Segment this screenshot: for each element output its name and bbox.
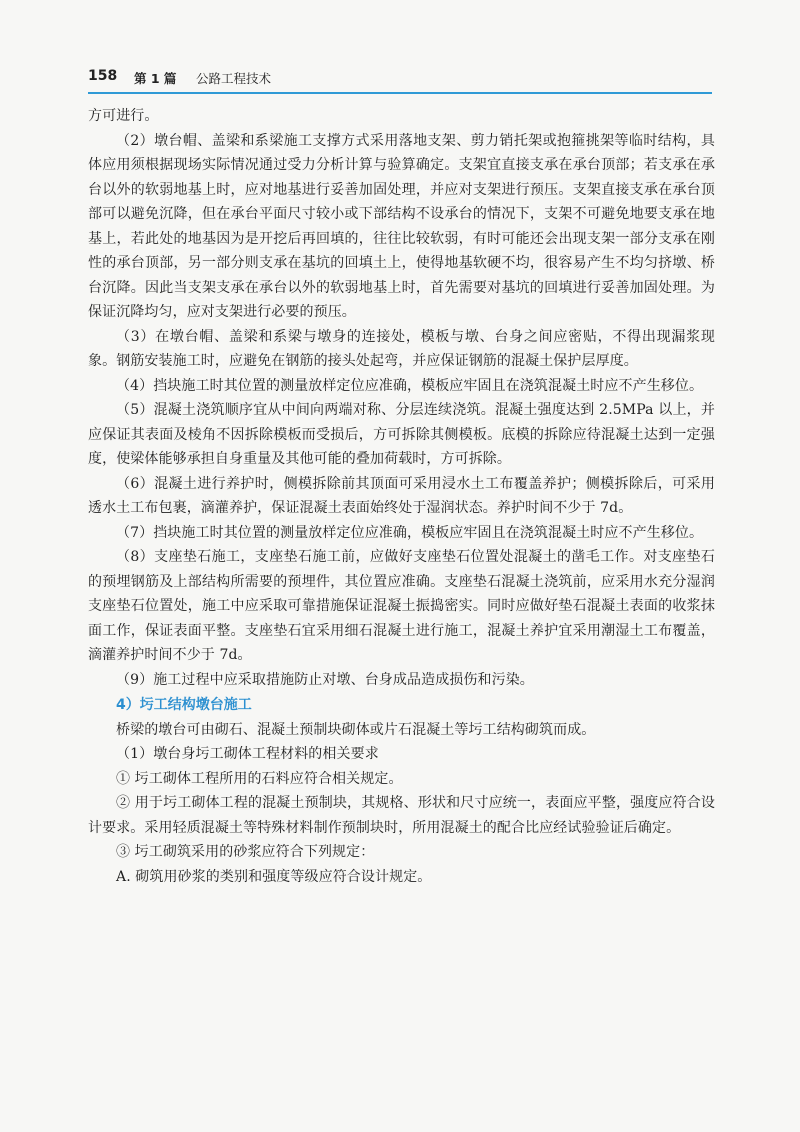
paragraph-item-5: （5）混凝土浇筑顺序宜从中间向两端对称、分层连续浇筑。混凝土强度达到 2.5MPa 以上，并应保证其表面及棱角不因拆除模板而受损后，方可拆除其侧模板。底模的拆除应待混凝土达到一定强度，使梁体能够承担自身重量及其他可能的叠加荷载时，方可拆除。 — [88, 402, 715, 467]
paragraph-item-2: （2）墩台帽、盖梁和系梁施工支撑方式采用落地支架、剪力销托架或抱箍挑架等临时结构，具体应用须根据现场实际情况通过受力分析计算与验算确定。支架宜直接支承在承台顶部；若支承在承台以外的软弱地基上时，应对地基进行妥善加固处理，并应对支架进行预压。支架直接支承在承台顶部可以避免沉降，但在承台平面尺寸较小或下部结构不设承台的情况下，支架不可避免地要支承在地基上，若此处的地基因为是开挖后再回填的，往往比较软弱，有时可能还会出现支架一部分支承在刚性的承台顶部，另一部分则支承在基坑的回填土上，使得地基软硬不均，很容易产生不均匀挤墩、桥台沉降。因此当支架支承在承台以外的软弱地基上时，首先需要对基坑的回填进行妥善加固处理。为保证沉降均匀，应对支架进行必要的预压。 — [88, 132, 715, 320]
list-item-a: A. 砌筑用砂浆的类别和强度等级应符合设计规定。 — [116, 868, 432, 885]
page-number: 158 — [88, 68, 118, 84]
page-header — [88, 66, 712, 94]
part-label: 第 1 篇 — [134, 71, 177, 86]
paragraph-item-8: （8）支座垫石施工，支座垫石施工前，应做好支座垫石位置处混凝土的凿毛工作。对支座垫石的预埋钢筋及上部结构所需要的预埋件，其位置应准确。支座垫石混凝土浇筑前，应采用水充分湿润支座垫石位置处，施工中应采取可靠措施保证混凝土振捣密实。同时应做好垫石混凝土表面的收浆抹面工作，保证表面平整。支座垫石宜采用细石混凝土进行施工，混凝土养护宜采用潮湿土工布覆盖，滴灌养护时间不少于 7d。 — [88, 549, 715, 663]
paragraph-item-3: （3）在墩台帽、盖梁和系梁与墩身的连接处，模板与墩、台身之间应密贴，不得出现漏浆现象。钢筋安装施工时，应避免在钢筋的接头处起弯，并应保证钢筋的混凝土保护层厚度。 — [88, 328, 715, 369]
page-body — [88, 104, 715, 889]
list-item-3: ③ 圬工砌筑采用的砂浆应符合下列规定： — [116, 844, 375, 860]
list-item-2: ② 用于圬工砌体工程的混凝土预制块，其规格、形状和尺寸应统一，表面应平整，强度应符合设计要求。采用轻质混凝土等特殊材料制作预制块时，所用混凝土的配合比应经试验验证后确定。 — [88, 795, 715, 836]
paragraph-item-6: （6）混凝土进行养护时，侧模拆除前其顶面可采用浸水土工布覆盖养护；侧模拆除后，可采用透水土工布包裹，滴灌养护，保证混凝土表面始终处于湿润状态。养护时间不少于 7d。 — [88, 475, 715, 516]
section-heading: 4）圬工结构墩台施工 — [116, 697, 252, 713]
paragraph-item-9: （9）施工过程中应采取措施防止对墩、台身成品造成损伤和污染。 — [116, 671, 534, 688]
paragraph-continuation: 方可进行。 — [88, 108, 159, 124]
paragraph-item-4: （4）挡块施工时其位置的测量放样定位应准确，模板应牢固且在浇筑混凝土时应不产生移位。 — [116, 377, 704, 394]
paragraph-item-7: （7）挡块施工时其位置的测量放样定位应准确，模板应牢固且在浇筑混凝土时应不产生移位。 — [116, 524, 704, 541]
subsection-heading: （1）墩台身圬工砌体工程材料的相关要求 — [116, 746, 379, 762]
running-title: 公路工程技术 — [196, 71, 272, 86]
list-item-1: ① 圬工砌体工程所用的石料应符合相关规定。 — [116, 770, 403, 787]
section-intro: 桥梁的墩台可由砌石、混凝土预制块砌体或片石混凝土等圬工结构砌筑而成。 — [116, 721, 596, 738]
